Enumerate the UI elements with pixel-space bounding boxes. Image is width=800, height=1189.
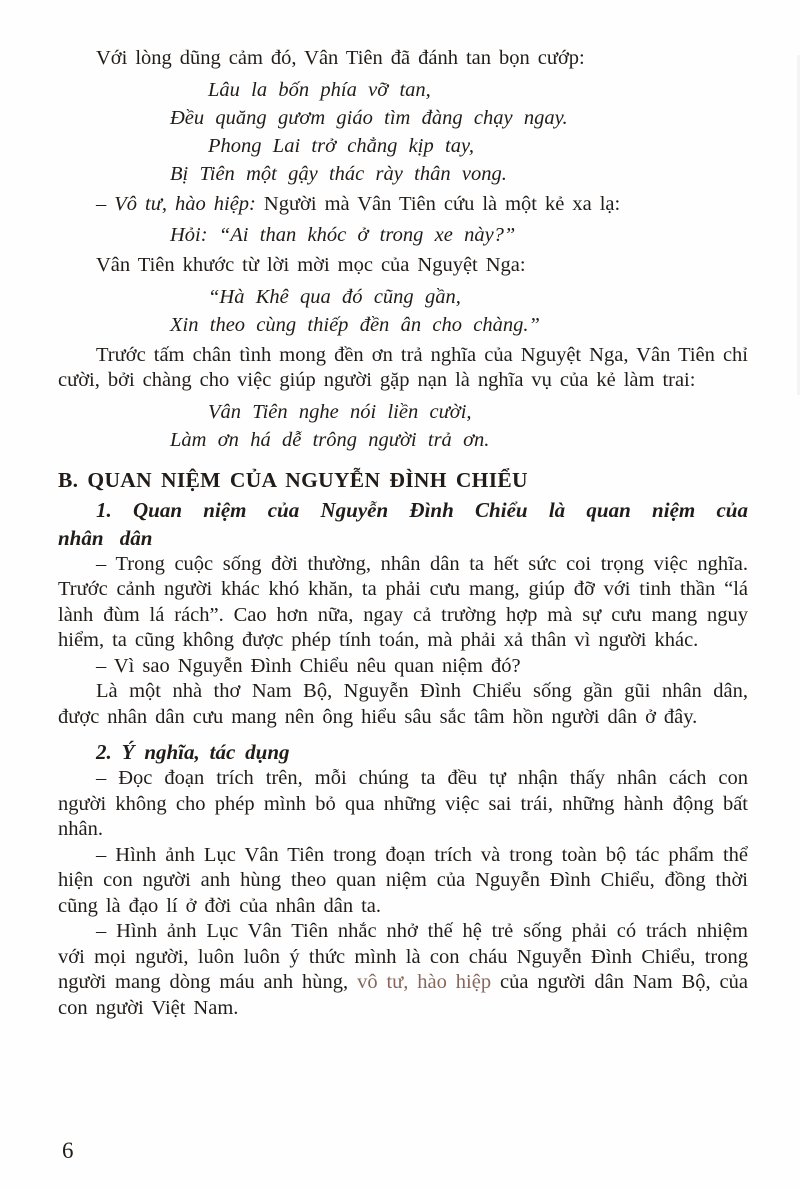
page-number: 6 — [62, 1138, 74, 1163]
paragraph-hinh-anh-2 — [58, 919, 748, 1021]
paragraph-vi-sao: – Vì sao Nguyễn Đình Chiểu nêu quan niệm đó? — [96, 654, 521, 677]
verse-block-danh-cuop — [58, 76, 748, 188]
subheading-quan-niem: 1. Quan niệm của Nguyễn Đình Chiểu là quan niệm của nhân dân — [58, 497, 748, 550]
paragraph-nha-tho-nam-bo: Là một nhà thơ Nam Bộ, Nguyễn Đình Chiểu sống gần gũi nhân dân, được nhân dân cưu mang nên ông hiểu sâu sắc tâm hồn người dân ở đây. — [58, 680, 748, 728]
verse-line: Làm ơn há dễ trông người trả ơn. — [170, 428, 490, 451]
verse-line: Bị Tiên một gậy thác rày thân vong. — [170, 162, 507, 185]
italic-phrase: Vô tư, hào hiệp: — [114, 192, 256, 215]
section-heading-b: B. QUAN NIỆM CỦA NGUYỄN ĐÌNH CHIỂU — [58, 467, 528, 492]
verse-block-lien-cuoi — [58, 398, 748, 454]
paragraph-trong-cuoc-song: – Trong cuộc sống đời thường, nhân dân ta hết sức coi trọng việc nghĩa. Trước cảnh người khác khó khăn, ta phải cưu mang, giúp đỡ với tinh thần “lá lành đùm lá rách”. Cao hơn nữa, ngay cả trường hợp mà sự cưu mang nguy hiểm, ta cũng không được phép tính toán, mà phải xả thân vì người khác. — [58, 552, 748, 651]
faded-ink-phrase: vô tư, hào hiệp — [357, 971, 492, 993]
page-content — [58, 46, 748, 1021]
paragraph-part: – Hình ảnh Lục Vân Tiên nhắc nhở thế hệ trẻ sống phải có trách nhiệm với mọi người, luôn luôn ý thức mình là con cháu Nguyễn Đình Chiểu, trong người mang dòng máu anh hùng, — [58, 920, 748, 993]
paragraph-khuoc-tu: Vân Tiên khước từ lời mời mọc của Nguyệt Nga: — [96, 254, 526, 276]
paragraph-chan-tinh: Trước tấm chân tình mong đền ơn trả nghĩa của Nguyệt Nga, Vân Tiên chỉ cười, bởi chàng cho việc giúp người gặp nạn là nghĩa vụ của kẻ làm trai: — [58, 343, 748, 391]
subheading-y-nghia: 2. Ý nghĩa, tác dụng — [96, 740, 290, 764]
verse-line: Phong Lai trở chẳng kịp tay, — [208, 134, 475, 157]
verse-line: Lâu la bốn phía vỡ tan, — [208, 78, 431, 101]
verse-line: “Hà Khê qua đó cũng gần, — [208, 285, 461, 308]
dash-lead: – — [96, 192, 115, 215]
paragraph-part: của người dân Nam Bộ, của con người Việt Nam. — [58, 971, 748, 1019]
verse-block-ha-khe — [58, 283, 748, 339]
paragraph-hinh-anh-1: – Hình ảnh Lục Vân Tiên trong đoạn trích và trong toàn bộ tác phẩm thể hiện con người anh hùng theo quan niệm của Nguyễn Đình Chiểu, đồng thời cũng là đạo lí ở đời của nhân dân ta. — [58, 843, 748, 917]
verse-block-hoi — [58, 221, 748, 249]
verse-line: Vân Tiên nghe nói liền cười, — [208, 400, 472, 423]
paragraph-intro: Với lòng dũng cảm đó, Vân Tiên đã đánh tan bọn cướp: — [96, 47, 585, 69]
verse-line: Đều quăng gươm giáo tìm đàng chạy ngay. — [170, 106, 568, 129]
phrase-rest: Người mà Vân Tiên cứu là một kẻ xa lạ: — [255, 192, 621, 215]
paragraph-vo-tu-hao-hiep — [58, 192, 748, 218]
paragraph-doc-doan-trich: – Đọc đoạn trích trên, mỗi chúng ta đều tự nhận thấy nhân cách con người không cho phép mình bỏ qua những việc sai trái, những hành động bất nhân. — [58, 767, 748, 840]
verse-line: Hỏi: “Ai than khóc ở trong xe này?” — [170, 224, 516, 246]
verse-line: Xin theo cùng thiếp đền ân cho chàng.” — [170, 313, 540, 336]
